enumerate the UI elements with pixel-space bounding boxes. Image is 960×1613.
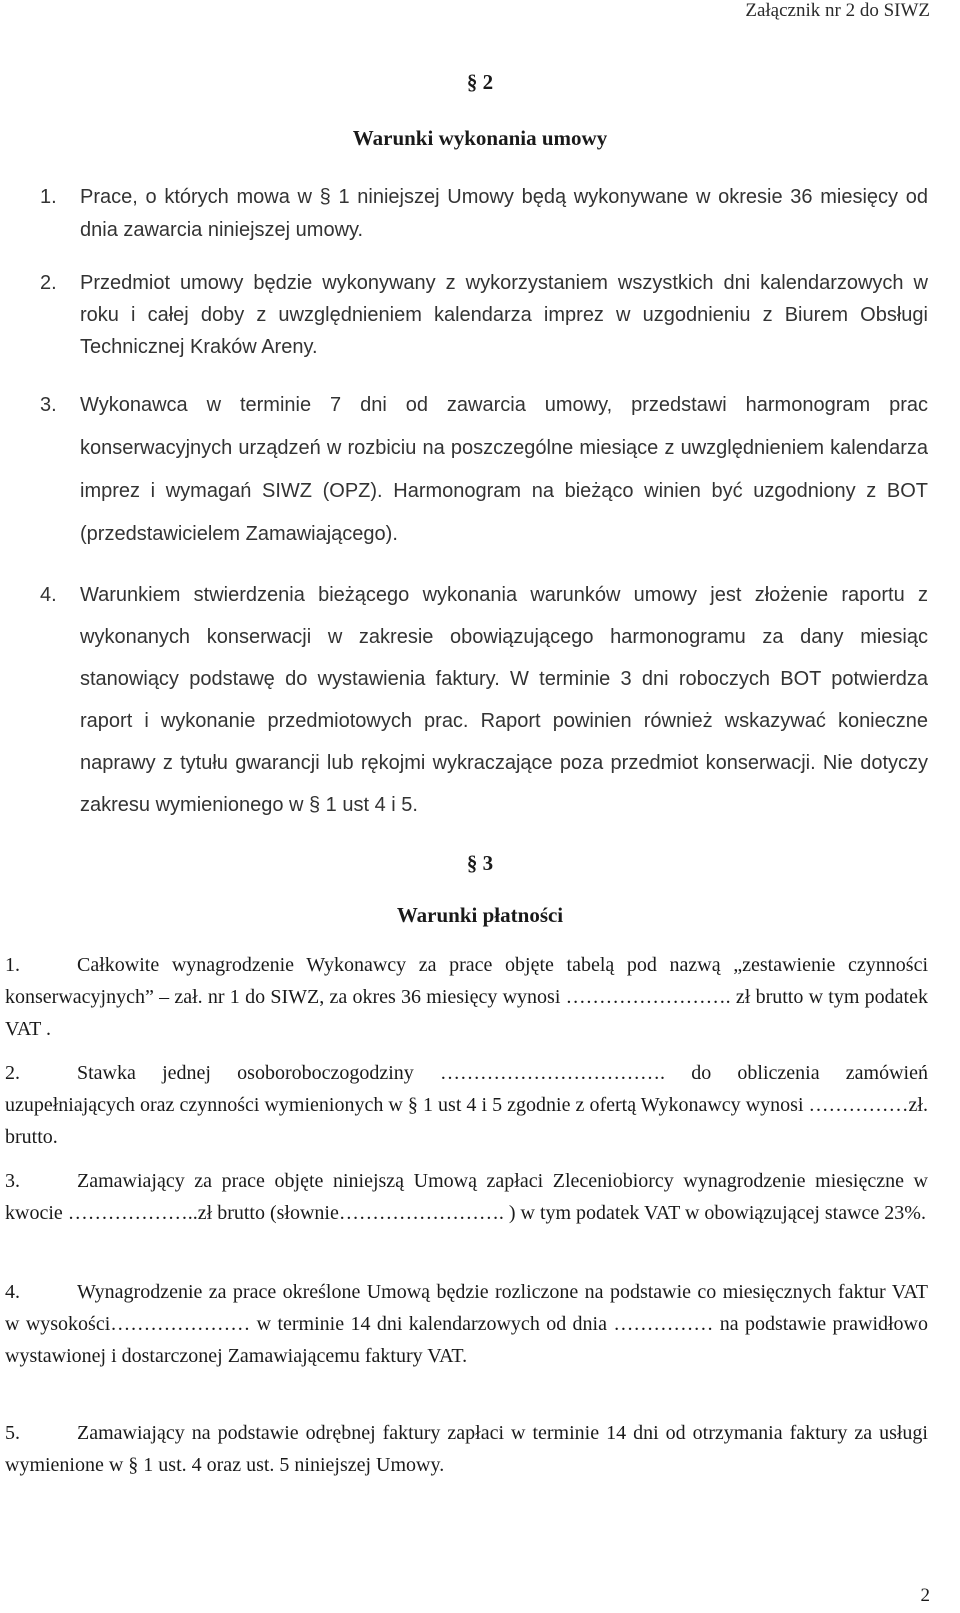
attachment-header: Załącznik nr 2 do SIWZ: [745, 0, 930, 21]
s3-item-2-num: 2.: [5, 1062, 20, 1084]
s3-item-1-text: Całkowite wynagrodzenie Wykonawcy za prace objęte tabelą pod nazwą „zestawienie czynności konserwacyjnych” – zał. nr 1 do SIWZ, za okres 36 miesięcy wynosi ……………………. zł brutto w tym podatek VAT .: [5, 954, 928, 1040]
s3-item-2-text: Stawka jednej osoboroboczogodziny ……………………………. do obliczenia zamówień uzupełniających oraz czynności wymienionych w § 1 ust 4 i 5 zgodnie z ofertą Wykonawcy wynosi ……………zł. brutto.: [5, 1062, 928, 1148]
s3-item-5: [5, 1417, 928, 1481]
s2-item-2-num: 2.: [40, 272, 57, 294]
section-2-title: Warunki wykonania umowy: [352, 126, 608, 150]
s3-item-3-num: 3.: [5, 1170, 20, 1192]
s3-item-4-text: Wynagrodzenie za prace określone Umową będzie rozliczone na podstawie co miesięcznych faktur VAT w wysokości………………… w terminie 14 dni kalendarzowych od dnia …………… na podstawie prawidłowo wystawionej i dostarczonej Zamawiającemu faktury VAT.: [5, 1281, 928, 1367]
s3-item-2: [5, 1057, 928, 1153]
s2-item-4-text: Warunkiem stwierdzenia bieżącego wykonania warunków umowy jest złożenie raportu z wykonanych konserwacji w zakresie obowiązującego harmonogramu za dany miesiąc stanowiący podstawę do wystawienia faktury. W terminie 3 dni roboczych BOT potwierdza raport i wykonanie przedmiotowych prac. Raport powinien również wskazywać konieczne naprawy z tytułu gwarancji lub rękojmi wykraczające poza przedmiot konserwacji. Nie dotyczy zakresu wymienionego w § 1 ust 4 i 5.: [80, 584, 928, 816]
s2-item-1-text: Prace, o których mowa w § 1 niniejszej Umowy będą wykonywane w okresie 36 miesięcy od dnia zawarcia niniejszej umowy.: [80, 186, 928, 241]
s2-item-2-text: Przedmiot umowy będzie wykonywany z wykorzystaniem wszystkich dni kalendarzowych w roku i całej doby z uwzględnieniem kalendarza imprez w uzgodnieniu z Biurem Obsługi Technicznej Kraków Areny.: [80, 272, 928, 358]
s3-item-4-num: 4.: [5, 1281, 20, 1303]
s3-item-3: [5, 1165, 928, 1229]
section-2-symbol: § 2: [466, 70, 494, 94]
s2-item-2: [40, 267, 928, 363]
s3-item-5-text: Zamawiający na podstawie odrębnej faktury zapłaci w terminie 14 dni od otrzymania faktury za usługi wymienione w § 1 ust. 4 oraz ust. 5 niniejszej Umowy.: [5, 1422, 928, 1476]
s3-item-4: [5, 1276, 928, 1372]
s3-item-1-num: 1.: [5, 954, 20, 976]
s2-item-3: [40, 384, 928, 556]
s3-item-3-text: Zamawiający za prace objęte niniejszą Umową zapłaci Zleceniobiorcy wynagrodzenie miesięczne w kwocie ………………..zł brutto (słownie……………………. ) w tym podatek VAT w obowiązującej stawce 23%.: [5, 1170, 928, 1224]
s2-item-1-num: 1.: [40, 186, 57, 208]
s2-item-3-num: 3.: [40, 394, 57, 416]
section-3-symbol: § 3: [466, 851, 494, 875]
s3-item-5-num: 5.: [5, 1422, 20, 1444]
s3-item-1: [5, 949, 928, 1045]
s2-item-4-num: 4.: [40, 584, 57, 606]
s2-item-1: [40, 181, 928, 247]
page-number: 2: [920, 1585, 930, 1606]
s2-item-4: [40, 574, 928, 826]
section-3-title: Warunki płatności: [396, 903, 564, 927]
s2-item-3-text: Wykonawca w terminie 7 dni od zawarcia umowy, przedstawi harmonogram prac konserwacyjnych urządzeń w rozbiciu na poszczególne miesiące z uwzględnieniem kalendarza imprez i wymagań SIWZ (OPZ). Harmonogram na bieżąco winien być uzgodniony z BOT (przedstawicielem Zamawiającego).: [80, 394, 928, 545]
